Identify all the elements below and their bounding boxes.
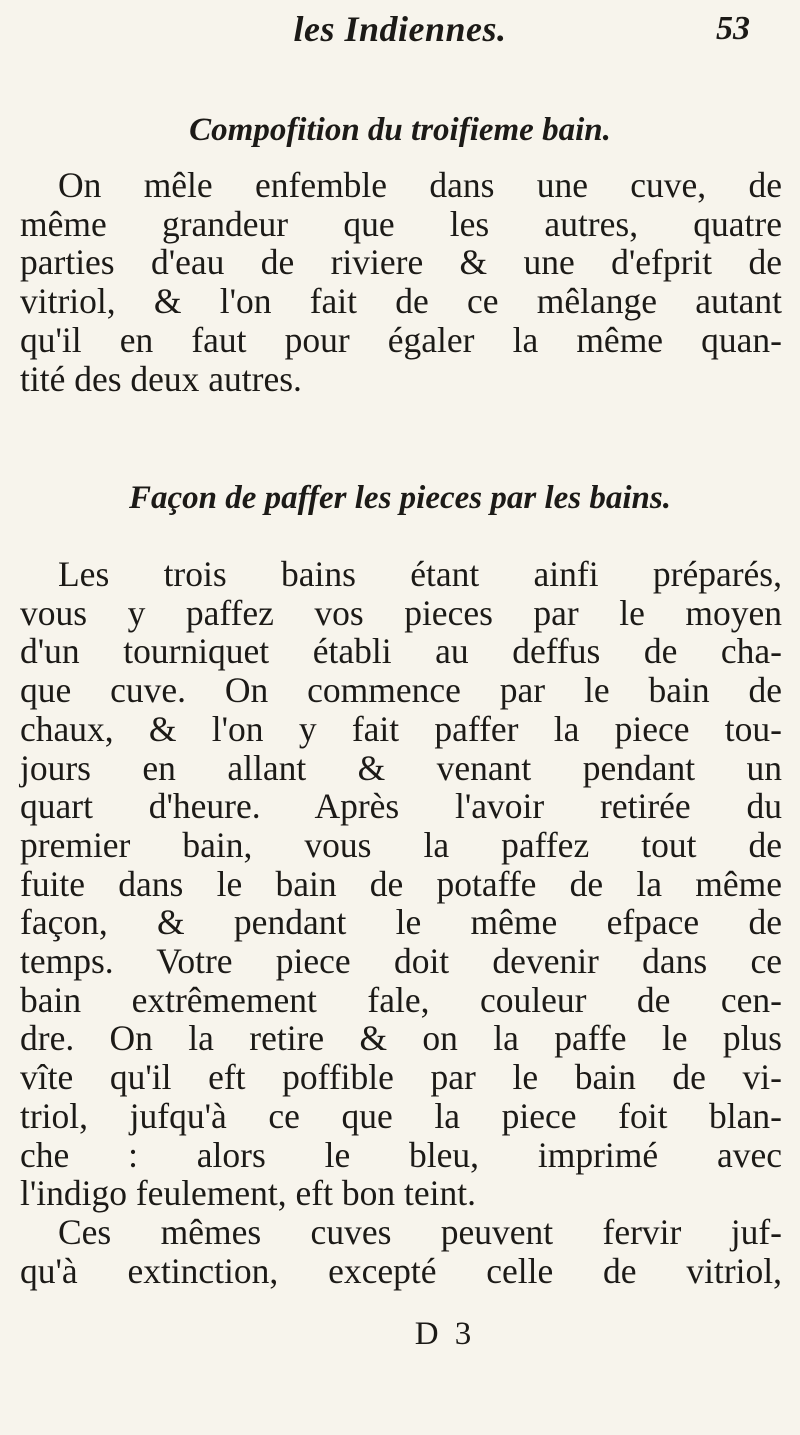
section-heading: Façon de paffer les pieces par les bains.	[128, 480, 671, 516]
text-line: façon, & pendant le même efpace de	[20, 902, 782, 943]
text-line: parties d'eau de riviere & une d'efprit de	[20, 242, 782, 283]
paragraph	[20, 555, 782, 1290]
text-line: Les trois bains étant ainfi préparés,	[58, 554, 782, 594]
text-line: qu'à extinction, excepté celle de vitriol,	[20, 1250, 782, 1291]
text-line: On mêle enfemble dans une cuve, de	[58, 165, 782, 205]
page-number: 53	[716, 10, 750, 47]
text-line: triol, jufqu'à ce que la piece foit blan-	[20, 1095, 782, 1136]
section-heading: Compofition du troifieme bain.	[189, 112, 611, 148]
text-line: temps. Votre piece doit devenir dans ce	[20, 941, 782, 982]
text-line: vîte qu'il eft poffible par le bain de vi-	[20, 1057, 782, 1098]
running-title: les Indiennes.	[293, 9, 507, 49]
page-header	[0, 8, 800, 58]
text-line: vous y paffez vos pieces par le moyen	[20, 592, 782, 633]
text-line: jours en allant & venant pendant un	[20, 747, 782, 788]
text-line: che : alors le bleu, imprimé avec	[20, 1134, 782, 1175]
text-line: qu'il en faut pour égaler la même quan-	[20, 319, 782, 360]
text-line: bain extrêmement fale, couleur de cen-	[20, 979, 782, 1020]
signature-mark: D 3	[414, 1316, 476, 1352]
text-line: quart d'heure. Après l'avoir retirée du	[20, 786, 782, 827]
text-line: Ces mêmes cuves peuvent fervir juf-	[58, 1211, 782, 1252]
text-line: vitriol, & l'on fait de ce mêlange autant	[20, 281, 782, 322]
text-line: que cuve. On commence par le bain de	[20, 670, 782, 711]
text-line: d'un tourniquet établi au deffus de cha-	[20, 631, 782, 672]
paragraph	[20, 166, 782, 398]
text-line: chaux, & l'on y fait paffer la piece tou-	[20, 708, 782, 749]
text-line: dre. On la retire & on la paffe le plus	[20, 1018, 782, 1059]
text-line: tité des deux autres.	[20, 358, 302, 399]
text-line: premier bain, vous la paffez tout de	[20, 824, 782, 865]
text-line: fuite dans le bain de potaffe de la même	[20, 863, 782, 904]
text-line: l'indigo feulement, eft bon teint.	[20, 1173, 476, 1214]
text-line: même grandeur que les autres, quatre	[20, 203, 782, 244]
